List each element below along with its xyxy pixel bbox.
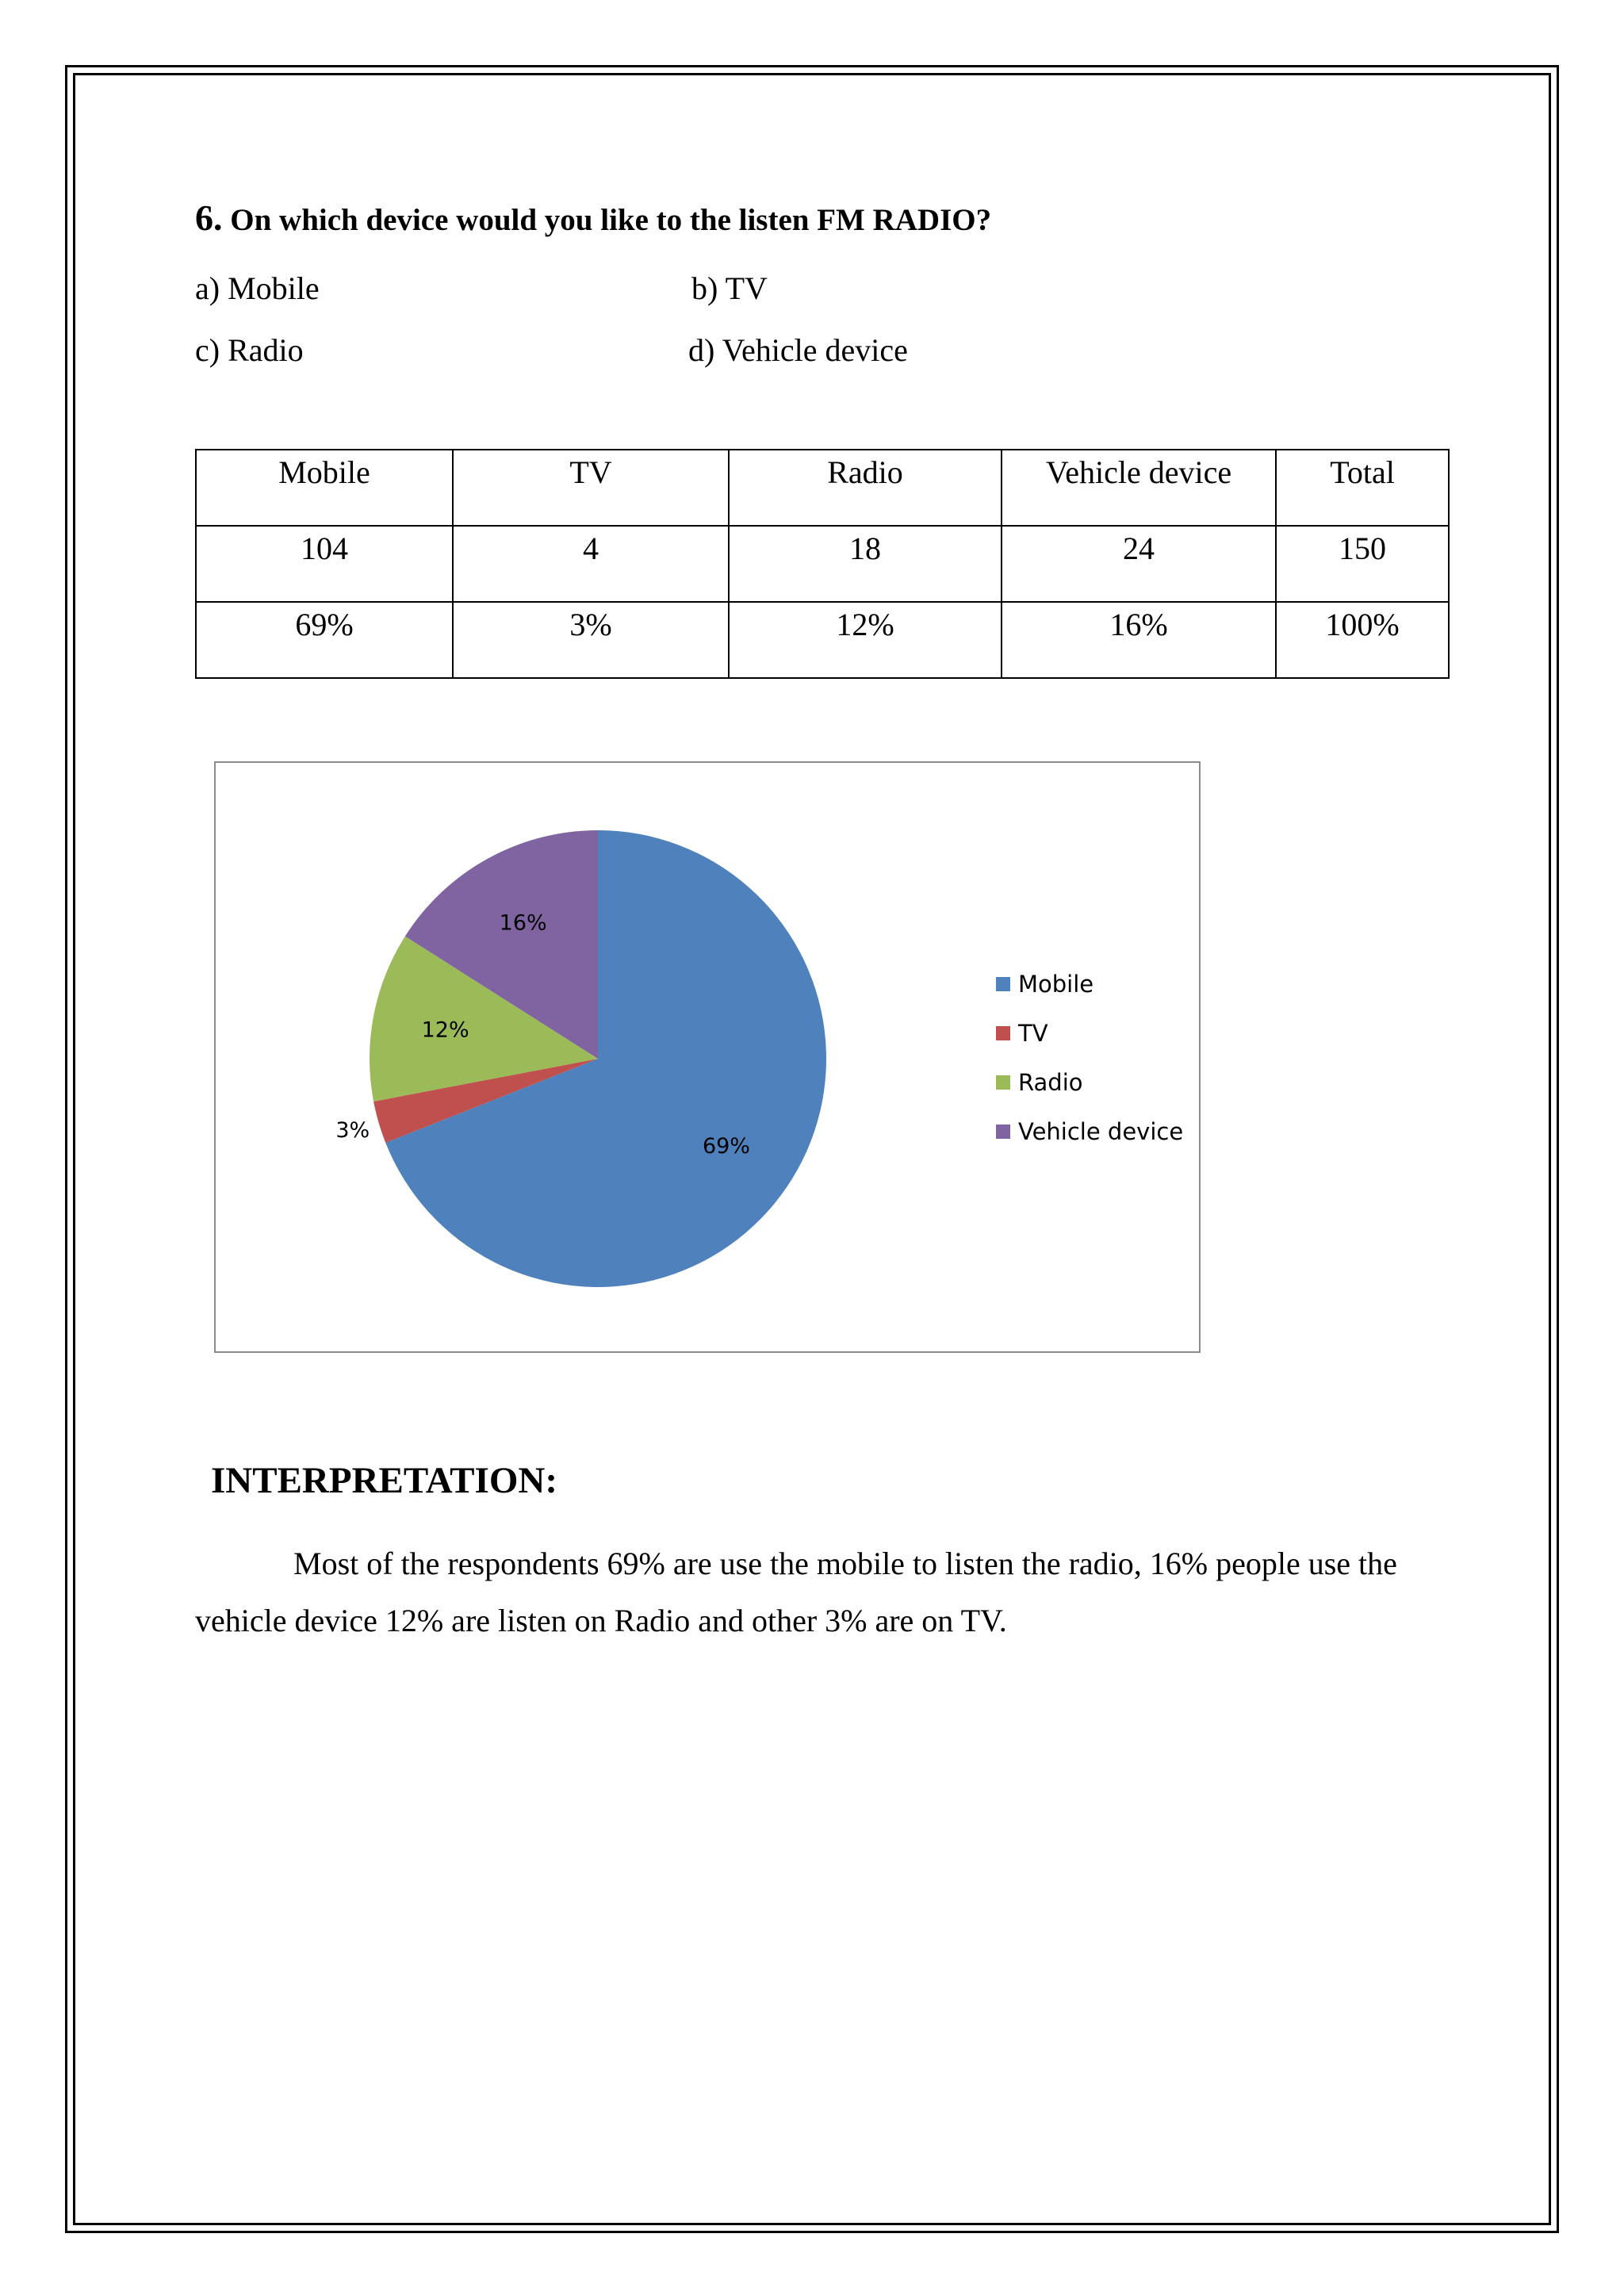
table-cell: Mobile	[196, 450, 453, 526]
response-table	[195, 449, 1450, 679]
option-a: a) Mobile	[195, 270, 320, 306]
table-cell: 3%	[453, 602, 729, 678]
pie-chart-canvas	[216, 763, 1202, 1354]
legend-label-mobile: Mobile	[1018, 971, 1094, 998]
table-cell: Total	[1276, 450, 1449, 526]
table-cell: 150	[1276, 526, 1449, 602]
table-cell: 4	[453, 526, 729, 602]
table-header-row	[196, 450, 1449, 526]
table-row	[196, 526, 1449, 602]
question-number: 6.	[195, 197, 223, 238]
interpretation-heading: INTERPRETATION:	[211, 1460, 557, 1501]
table-cell: 18	[729, 526, 1002, 602]
legend-label-radio: Radio	[1018, 1069, 1083, 1096]
question-heading	[195, 197, 991, 239]
option-b: b) TV	[691, 270, 768, 306]
legend-label-vehicle-device: Vehicle device	[1018, 1118, 1184, 1145]
pie-chart	[214, 761, 1201, 1353]
table-cell: 16%	[1002, 602, 1276, 678]
question-text: On which device would you like to the listen FM RADIO?	[230, 203, 992, 237]
legend-swatch-vehicle-device	[996, 1125, 1010, 1139]
table-cell: 104	[196, 526, 453, 602]
table-cell: Radio	[729, 450, 1002, 526]
option-c: c) Radio	[195, 332, 304, 368]
legend-swatch-radio	[996, 1075, 1010, 1090]
legend-label-tv: TV	[1018, 1020, 1048, 1047]
table-cell: TV	[453, 450, 729, 526]
table-cell: 12%	[729, 602, 1002, 678]
data-label-radio: 12%	[421, 1017, 469, 1043]
table-cell: Vehicle device	[1002, 450, 1276, 526]
legend-swatch-mobile	[996, 977, 1010, 991]
table-row	[196, 602, 1449, 678]
table-cell: 24	[1002, 526, 1276, 602]
table-cell: 100%	[1276, 602, 1449, 678]
interpretation-text: Most of the respondents 69% are use the mobile to listen the radio, 16% people use the vehicle device 12% are listen on Radio and other 3% are on TV.	[195, 1546, 1397, 1638]
data-label-vehicle-device: 16%	[499, 910, 547, 936]
data-label-tv: 3%	[335, 1117, 370, 1143]
option-d: d) Vehicle device	[688, 332, 908, 368]
data-label-mobile: 69%	[702, 1134, 750, 1159]
interpretation-paragraph	[195, 1535, 1432, 1649]
legend-swatch-tv	[996, 1026, 1010, 1040]
table-cell: 69%	[196, 602, 453, 678]
